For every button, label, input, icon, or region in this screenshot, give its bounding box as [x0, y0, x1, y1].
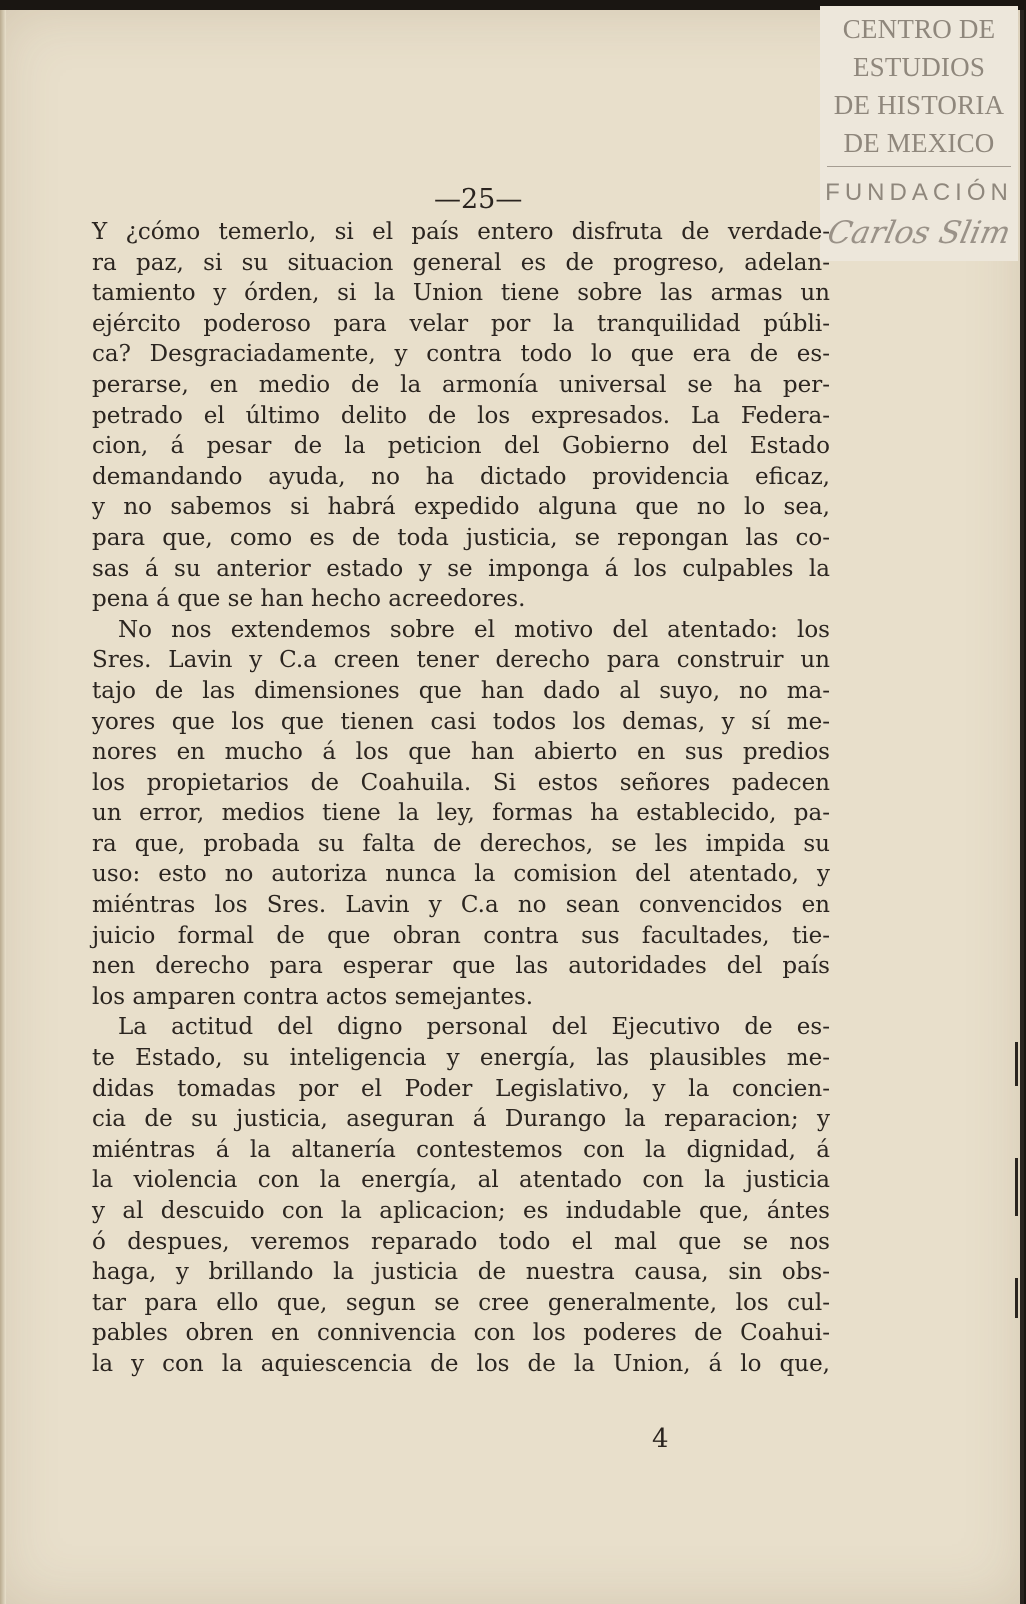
stamp-line: ESTUDIOS: [852, 52, 986, 82]
text-line: un error, medios tiene la ley, formas ha establecido, pa-: [92, 800, 830, 827]
text-line: pena á que se han hecho acreedores.: [92, 586, 526, 613]
text-line: No nos extendemos sobre el motivo del atentado: los: [118, 616, 830, 643]
margin-mark: [1015, 1158, 1018, 1216]
archive-stamp: [820, 6, 1018, 261]
text-line: pables obren en connivencia con los poderes de Coahui-: [92, 1320, 830, 1347]
stamp-foundation: FUNDACIÓN: [825, 179, 1013, 206]
page-left-edge: [0, 10, 6, 1604]
page-number: —25—: [434, 184, 523, 215]
text-line: ó despues, veremos reparado todo el mal que se nos: [92, 1228, 830, 1255]
text-line: la violencia con la energía, al atentado con la justicia: [92, 1167, 830, 1194]
stamp-line: DE MEXICO: [843, 128, 995, 158]
text-line: te Estado, su inteligencia y energía, las plausibles me-: [92, 1045, 830, 1072]
text-line: Y ¿cómo temerlo, si el país entero disfruta de verdade-: [92, 219, 830, 245]
text-line: nen derecho para esperar que las autoridades del país: [92, 953, 830, 980]
text-line: Sres. Lavin y C.a creen tener derecho para construir un: [92, 647, 830, 674]
text-line: cion, á pesar de la peticion del Gobierno del Estado: [92, 433, 830, 460]
text-line: tajo de las dimensiones que han dado al suyo, no ma-: [92, 677, 830, 704]
stamp-divider: [827, 166, 1011, 167]
text-line: didas tomadas por el Poder Legislativo, y la concien-: [92, 1075, 830, 1102]
text-line: tamiento y órden, si la Union tiene sobre las armas un: [92, 280, 830, 307]
text-line: perarse, en medio de la armonía universal se ha per-: [92, 371, 830, 398]
text-line: miéntras los Sres. Lavin y C.a no sean convencidos en: [92, 892, 830, 919]
text-line: ca? Desgraciadamente, y contra todo lo que era de es-: [92, 341, 830, 368]
text-line: uso: esto no autoriza nunca la comision del atentado, y: [92, 861, 830, 888]
text-line: la y con la aquiescencia de los de la Union, á lo que,: [92, 1350, 830, 1377]
text-line: los amparen contra actos semejantes.: [92, 983, 534, 1010]
book-page: [0, 10, 1024, 1604]
text-line: tar para ello que, segun se cree generalmente, los cul-: [92, 1289, 830, 1316]
stamp-line: CENTRO DE: [842, 14, 996, 44]
text-line: y al descuido con la aplicacion; es indudable que, ántes: [92, 1198, 830, 1224]
text-line: sas á su anterior estado y se imponga á los culpables la: [92, 555, 830, 582]
text-line: los propietarios de Coahuila. Si estos señores padecen: [92, 769, 830, 796]
text-line: La actitud del digno personal del Ejecutivo de es-: [118, 1014, 830, 1041]
text-line: miéntras á la altanería contestemos con la dignidad, á: [92, 1136, 830, 1163]
text-line: haga, y brillando la justicia de nuestra causa, sin obs-: [92, 1259, 830, 1286]
text-line: demandando ayuda, no ha dictado providencia eficaz,: [92, 463, 830, 490]
text-line: para que, como es de toda justicia, se repongan las co-: [92, 524, 830, 551]
text-line: yores que los que tienen casi todos los demas, y sí me-: [92, 708, 830, 735]
text-line: juicio formal de que obran contra sus facultades, tie-: [92, 922, 830, 949]
signature-mark: 4: [652, 1424, 669, 1454]
text-line: y no sabemos si habrá expedido alguna que no lo sea,: [92, 494, 830, 521]
text-line: ra que, probada su falta de derechos, se les impida su: [92, 830, 830, 857]
text-line: ra paz, si su situacion general es de progreso, adelan-: [92, 249, 830, 276]
text-line: ejército poderoso para velar por la tranquilidad públi-: [92, 310, 830, 337]
page-right-edge: [1020, 10, 1024, 1604]
margin-mark: [1015, 1042, 1018, 1086]
stamp-line: DE HISTORIA: [833, 90, 1005, 120]
body-text: [92, 217, 830, 1380]
stamp-signature: Carlos Slim: [824, 215, 1014, 251]
text-line: petrado el último delito de los expresados. La Federa-: [92, 402, 830, 429]
text-line: cia de su justicia, aseguran á Durango la reparacion; y: [92, 1106, 830, 1133]
margin-mark: [1015, 1278, 1018, 1318]
stamp-institution: [820, 6, 1018, 162]
text-line: nores en mucho á los que han abierto en sus predios: [92, 739, 830, 766]
